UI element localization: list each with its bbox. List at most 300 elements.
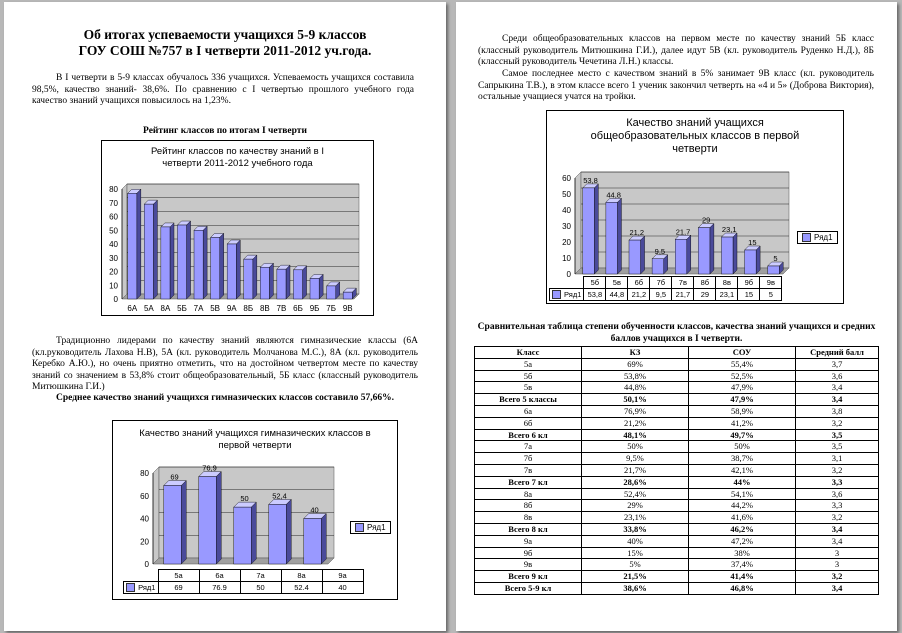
col-header-sou: СОУ — [689, 347, 796, 359]
cell-sou: 54,1% — [689, 488, 796, 500]
bar-value-label: 29 — [701, 215, 711, 225]
ct-category-cell: 5а — [158, 570, 199, 582]
general-legend-label: Ряд1 — [814, 233, 833, 242]
ct-empty-cell — [550, 277, 584, 289]
general-chart-title-line2: общеобразовательных классов в первой — [590, 130, 800, 142]
cell-sou: 38% — [689, 547, 796, 559]
legend-swatch — [802, 233, 811, 242]
bar-side — [756, 246, 760, 274]
y-tick-label: 40 — [562, 206, 571, 215]
bar-8Б — [244, 255, 257, 299]
bar-front — [768, 266, 780, 274]
chart-side-wall — [575, 172, 581, 274]
left-page — [4, 2, 446, 631]
cell-sou: 41,2% — [689, 417, 796, 429]
bar-side — [236, 240, 240, 299]
ct-category-cell: 8а — [281, 570, 322, 582]
table-row — [475, 476, 879, 488]
bar-front — [721, 237, 733, 274]
bar-8б — [698, 224, 714, 274]
ct-value-cell: 76.9 — [199, 582, 240, 594]
bar-7А — [194, 226, 207, 299]
ct-value-cell: 52.4 — [281, 582, 322, 594]
cell-avg: 3,7 — [796, 358, 879, 370]
comparison-table — [474, 346, 879, 595]
bar-side — [733, 233, 737, 274]
bar-front — [211, 237, 220, 299]
bar-value-label: 69 — [170, 472, 179, 482]
bar-7В — [277, 265, 290, 299]
cell-sou: 44,2% — [689, 500, 796, 512]
cell-avg: 3,4 — [796, 582, 879, 594]
bar-5А — [144, 200, 157, 299]
ct-category-cell: 9в — [760, 277, 782, 289]
cell-avg: 3,3 — [796, 476, 879, 488]
cell-sou: 49,7% — [689, 429, 796, 441]
cell-kz: 23,1% — [582, 512, 689, 524]
y-tick-label: 50 — [562, 190, 571, 199]
bar-side — [286, 265, 290, 299]
table-heading: Сравнительная таблица степени обученности классов, качества знаний учащихся и средних баллов учащихся в I четверти. — [477, 322, 876, 344]
bar-side — [253, 255, 257, 299]
table-row — [475, 358, 879, 370]
bar-6А — [128, 189, 141, 299]
cell-kz: 21,7% — [582, 464, 689, 476]
cell-kz: 29% — [582, 500, 689, 512]
cell-class: Всего 7 кл — [475, 476, 582, 488]
y-tick-label: 20 — [109, 267, 118, 277]
bar-value-label: 40 — [310, 505, 319, 515]
bar-value-label: 15 — [748, 238, 757, 247]
x-tick-label: 7Б — [326, 304, 336, 313]
bar-front — [698, 228, 710, 274]
cell-class: 9а — [475, 535, 582, 547]
general-chart — [546, 110, 844, 304]
ct-category-cell: 8б — [694, 277, 716, 289]
table-row — [475, 571, 879, 583]
cell-avg: 3,8 — [796, 405, 879, 417]
bar-front — [269, 504, 287, 564]
ct-value-cell: 29 — [694, 289, 716, 301]
rating-chart-title-line1: Рейтинг классов по качеству знаний в I — [151, 146, 324, 157]
table-row — [475, 500, 879, 512]
y-tick-label: 0 — [144, 560, 149, 569]
cell-kz: 48,1% — [582, 429, 689, 441]
cell-avg: 3,4 — [796, 394, 879, 406]
bar-value-label: 44,8 — [606, 190, 621, 200]
bar-value-label: 21,7 — [675, 227, 691, 237]
ct-value-cell: 53,8 — [584, 289, 606, 301]
bar-front — [177, 225, 186, 299]
x-tick-label: 7А — [193, 304, 204, 313]
bar-8В — [260, 263, 273, 299]
general-chart-title-line1: Качество знаний учащихся — [626, 117, 764, 129]
gym-chart-title-line1: Качество знаний учащихся гимназических классов в — [139, 428, 371, 439]
table-row — [475, 417, 879, 429]
cell-class: Всего 8 кл — [475, 523, 582, 535]
chart-side-wall — [153, 467, 159, 564]
general-chart-legend — [797, 231, 838, 244]
gym-chart-data-table — [123, 569, 364, 594]
y-tick-label: 30 — [562, 222, 571, 231]
bar-side — [251, 502, 256, 564]
x-tick-label: 5Б — [177, 304, 187, 313]
ct-series-label — [550, 289, 584, 301]
ct-category-cell: 9а — [322, 570, 363, 582]
cell-avg: 3,4 — [796, 523, 879, 535]
cell-avg: 3,5 — [796, 441, 879, 453]
cell-sou: 52,5% — [689, 370, 796, 382]
bar-side — [617, 198, 621, 274]
bar-front — [128, 193, 137, 299]
chart-side-wall — [122, 184, 127, 299]
ct-category-cell: 7б — [650, 277, 672, 289]
x-tick-label: 7В — [276, 304, 287, 313]
cell-avg: 3 — [796, 547, 879, 559]
col-header-kz: КЗ — [582, 347, 689, 359]
cell-kz: 21,5% — [582, 571, 689, 583]
bar-side — [286, 499, 291, 564]
bar-6а — [199, 472, 222, 564]
cell-avg: 3,3 — [796, 500, 879, 512]
ct-value-cell: 23,1 — [716, 289, 738, 301]
gym-chart-legend — [350, 521, 391, 534]
cell-sou: 47,9% — [689, 394, 796, 406]
cell-sou: 47,9% — [689, 382, 796, 394]
bar-7Б — [327, 282, 340, 299]
cell-kz: 21,2% — [582, 417, 689, 429]
bar-9б — [745, 246, 761, 274]
bar-front — [745, 250, 757, 274]
table-row — [475, 394, 879, 406]
table-row — [475, 370, 879, 382]
cell-kz: 50% — [582, 441, 689, 453]
cell-avg: 3,2 — [796, 571, 879, 583]
bar-8а — [269, 499, 292, 564]
y-tick-label: 20 — [140, 537, 149, 547]
cell-class: 5а — [475, 358, 582, 370]
general-chart-data-table — [549, 276, 782, 301]
cell-kz: 53,8% — [582, 370, 689, 382]
bar-front — [343, 292, 352, 299]
ct-category-cell: 6б — [628, 277, 650, 289]
x-tick-label: 5А — [143, 304, 154, 313]
bar-front — [234, 507, 252, 564]
bar-5в — [606, 198, 622, 274]
doc-title-line2-text: ГОУ СОШ №757 в I четверти 2011-2012 уч.года. — [78, 43, 372, 58]
cell-class: 8а — [475, 488, 582, 500]
ct-value-cell: 15 — [738, 289, 760, 301]
bar-value-label: 53,8 — [583, 175, 598, 185]
bar-value-label: 52,4 — [272, 491, 287, 501]
bar-9в — [768, 262, 784, 274]
cell-kz: 38,6% — [582, 582, 689, 594]
bar-front — [194, 230, 203, 299]
x-tick-label: 8В — [259, 304, 270, 313]
ct-category-cell: 6а — [199, 570, 240, 582]
cell-avg: 3,2 — [796, 464, 879, 476]
cell-sou: 37,4% — [689, 559, 796, 571]
table-row — [475, 547, 879, 559]
cell-sou: 46,8% — [689, 582, 796, 594]
table-row — [475, 441, 879, 453]
gym-legend-label: Ряд1 — [367, 523, 386, 532]
bar-7б — [652, 255, 668, 274]
rating-chart-title-line2: четверти 2011-2012 учебного года — [162, 158, 313, 169]
table-header-row — [475, 347, 879, 359]
cell-avg: 3,2 — [796, 417, 879, 429]
x-tick-label: 9Б — [309, 304, 320, 313]
bar-front — [675, 239, 687, 274]
bar-8в — [721, 233, 737, 274]
bar-value-label: 9,5 — [654, 246, 666, 256]
cell-kz: 52,4% — [582, 488, 689, 500]
bar-value-label: 5 — [773, 254, 778, 263]
rating-heading: Рейтинг классов по итогам I четверти — [143, 126, 307, 136]
bar-5В — [211, 233, 224, 299]
cell-sou: 55,4% — [689, 358, 796, 370]
bar-side — [187, 221, 191, 299]
cell-kz: 40% — [582, 535, 689, 547]
ct-value-cell: 9,5 — [650, 289, 672, 301]
y-tick-label: 80 — [140, 469, 149, 478]
bar-5Б — [177, 221, 190, 299]
ct-value-cell: 40 — [322, 582, 363, 594]
legend-swatch — [126, 583, 135, 592]
table-row — [475, 535, 879, 547]
cell-class: 5б — [475, 370, 582, 382]
bar-front — [164, 486, 182, 564]
cell-sou: 46,2% — [689, 523, 796, 535]
bar-value-label: 76,9 — [202, 463, 217, 473]
bar-5а — [164, 481, 187, 564]
bar-7в — [675, 235, 691, 274]
bar-value-label: 21,2 — [629, 228, 645, 238]
x-tick-label: 6Б — [293, 304, 303, 313]
ct-series-name: Ряд1 — [138, 582, 156, 592]
doc-title-line2 — [4, 43, 446, 59]
cell-kz: 28,6% — [582, 476, 689, 488]
bar-front — [161, 227, 170, 299]
table-row — [475, 559, 879, 571]
ct-category-cell: 7а — [240, 570, 281, 582]
y-tick-label: 60 — [562, 174, 571, 183]
bar-front — [144, 204, 153, 299]
cell-sou: 58,9% — [689, 405, 796, 417]
bar-side — [269, 263, 273, 299]
cell-avg: 3 — [796, 559, 879, 571]
cell-kz: 9,5% — [582, 453, 689, 465]
cell-sou: 44% — [689, 476, 796, 488]
bar-front — [652, 259, 664, 274]
cell-kz: 76,9% — [582, 405, 689, 417]
ct-empty-cell — [124, 570, 159, 582]
bar-front — [293, 270, 302, 299]
gym-chart-title-line2: первой четверти — [218, 440, 292, 451]
x-tick-label: 9В — [342, 304, 353, 313]
bar-side — [710, 224, 714, 274]
cell-avg: 3,1 — [796, 453, 879, 465]
cell-kz: 50,1% — [582, 394, 689, 406]
bar-5б — [583, 184, 599, 274]
col-header-class: Класс — [475, 347, 582, 359]
bar-9а — [304, 514, 327, 565]
x-tick-label: 5В — [210, 304, 221, 313]
intro-paragraph: В I четверти в 5-9 классах обучалось 336 учащихся. Успеваемость учащихся составила 98,5%, качество знаний- 38,6%. По сравнению с I четвертью прошлого учебного года качество знаний учащихся повысилось на 1,23%. — [32, 73, 414, 106]
cell-class: 8в — [475, 512, 582, 524]
bar-side — [153, 200, 157, 299]
bar-front — [244, 259, 253, 299]
bar-value-label: 50 — [240, 494, 249, 504]
cell-class: 7в — [475, 464, 582, 476]
y-tick-label: 40 — [109, 240, 118, 249]
cell-class: 6б — [475, 417, 582, 429]
cell-class: 7б — [475, 453, 582, 465]
bar-side — [181, 481, 186, 564]
bar-side — [321, 514, 326, 565]
cell-kz: 44,8% — [582, 382, 689, 394]
bar-front — [199, 477, 217, 564]
right-page — [456, 2, 897, 631]
y-tick-label: 30 — [109, 253, 118, 263]
table-row — [475, 512, 879, 524]
legend-swatch — [355, 523, 364, 532]
table-row — [475, 523, 879, 535]
cell-class: Всего 9 кл — [475, 571, 582, 583]
y-tick-label: 20 — [562, 238, 571, 247]
table-row — [475, 453, 879, 465]
rating-chart — [101, 140, 374, 316]
bar-front — [227, 244, 236, 299]
cell-class: Всего 6 кл — [475, 429, 582, 441]
bar-side — [594, 184, 598, 274]
bar-side — [303, 266, 307, 299]
y-tick-label: 40 — [140, 514, 149, 524]
bar-side — [170, 223, 174, 299]
bar-side — [203, 226, 207, 299]
ct-value-cell: 69 — [158, 582, 199, 594]
bar-front — [277, 269, 286, 299]
cell-kz: 69% — [582, 358, 689, 370]
rating-chart-plot — [102, 141, 373, 315]
bar-6б — [629, 236, 645, 274]
cell-sou: 47,2% — [689, 535, 796, 547]
cell-sou: 42,1% — [689, 464, 796, 476]
cell-class: 5в — [475, 382, 582, 394]
cell-avg: 3,5 — [796, 429, 879, 441]
bar-front — [583, 188, 595, 274]
cell-avg: 3,4 — [796, 535, 879, 547]
cell-class: 9б — [475, 547, 582, 559]
bar-value-label: 23,1 — [721, 225, 737, 235]
cell-class: 8б — [475, 500, 582, 512]
bar-9Б — [310, 274, 323, 299]
y-tick-label: 50 — [109, 226, 118, 236]
cell-avg: 3,6 — [796, 488, 879, 500]
ct-value-cell: 5 — [760, 289, 782, 301]
cell-class: 6а — [475, 405, 582, 417]
bar-front — [606, 202, 618, 274]
bar-front — [260, 267, 269, 299]
bar-front — [304, 519, 322, 565]
y-tick-label: 0 — [113, 295, 118, 304]
table-row — [475, 382, 879, 394]
ct-value-cell: 50 — [240, 582, 281, 594]
ct-category-cell: 7в — [672, 277, 694, 289]
cell-avg: 3,4 — [796, 382, 879, 394]
bar-side — [641, 236, 645, 274]
cell-sou: 38,7% — [689, 453, 796, 465]
doc-title-line1: Об итогах успеваемости учащихся 5-9 классов — [83, 27, 367, 42]
bar-side — [220, 233, 224, 299]
x-tick-label: 8А — [160, 304, 171, 313]
cell-class: Всего 5-9 кл — [475, 582, 582, 594]
cell-sou: 41,4% — [689, 571, 796, 583]
y-tick-label: 10 — [109, 281, 118, 291]
cell-kz: 5% — [582, 559, 689, 571]
bar-7а — [234, 502, 257, 564]
bar-side — [137, 189, 141, 299]
cell-sou: 41,6% — [689, 512, 796, 524]
ct-category-cell: 9б — [738, 277, 760, 289]
bar-9А — [227, 240, 240, 299]
avg-quality-line: Среднее качество знаний учащихся гимназических классов составило 57,66%. — [56, 393, 394, 403]
bar-side — [319, 274, 323, 299]
bar-6Б — [293, 266, 306, 299]
y-tick-label: 0 — [566, 270, 571, 279]
top-paragraph-1: Среди общеобразовательных классов на первом месте по качеству знаний 5Б класс (классный руководитель Митюшкина Г.И.), далее идут 5В (кл. руководитель Руденко Н.Д.), 8Б (классный руководитель Чечетина Л.Н.) классы. — [478, 34, 874, 67]
y-tick-label: 60 — [140, 491, 149, 501]
x-tick-label: 8Б — [243, 304, 254, 313]
cell-kz: 33,8% — [582, 523, 689, 535]
cell-avg: 3,2 — [796, 512, 879, 524]
ct-series-name: Ряд1 — [564, 289, 582, 299]
cell-avg: 3,6 — [796, 370, 879, 382]
cell-class: 9в — [475, 559, 582, 571]
bar-front — [310, 278, 319, 299]
x-tick-label: 6А — [127, 304, 138, 313]
general-chart-title-line3: четверти — [672, 143, 718, 155]
cell-class: 7а — [475, 441, 582, 453]
table-row — [475, 405, 879, 417]
ct-value-cell: 44,8 — [606, 289, 628, 301]
cell-sou: 50% — [689, 441, 796, 453]
general-chart-plot — [547, 111, 843, 303]
cell-class: Всего 5 классы — [475, 394, 582, 406]
col-header-avg: Средний балл — [796, 347, 879, 359]
ct-category-cell: 5б — [584, 277, 606, 289]
table-row — [475, 464, 879, 476]
bar-side — [216, 472, 221, 564]
bar-front — [629, 240, 641, 274]
bar-side — [687, 235, 691, 274]
y-tick-label: 60 — [109, 212, 118, 222]
bar-8А — [161, 223, 174, 299]
gym-chart — [112, 420, 398, 600]
top-paragraph-2: Самое последнее место с качеством знаний в 5% занимает 9В класс (кл. руководитель Сапрыкина Т.В.), в этом классе всего 1 ученик закончил четверть на «4 и 5» (Доброва Виктория), остальные учащиеся учатся на тройки. — [478, 69, 874, 102]
y-tick-label: 80 — [109, 185, 118, 194]
y-tick-label: 10 — [562, 254, 571, 263]
y-tick-label: 70 — [109, 198, 118, 208]
ct-series-label — [124, 582, 159, 594]
ct-value-cell: 21,7 — [672, 289, 694, 301]
x-tick-label: 9А — [226, 304, 237, 313]
ct-category-cell: 5в — [606, 277, 628, 289]
table-row — [475, 429, 879, 441]
leaders-paragraph: Традиционно лидерами по качеству знаний являются гимназические классы (6А (кл.руководитель Лахова Н.В), 5А (кл. руководитель Молчанова М.С.), 8А (кл. руководитель Керебко А.Ю.), но очень приятно отметить, что на достойном четвертом месте по качеству знаний со значением в 53,8% стоит общеобразовательный, 5Б класс (классный руководитель Митюшкина Г.И.) — [32, 336, 418, 392]
table-row — [475, 488, 879, 500]
ct-value-cell: 21,2 — [628, 289, 650, 301]
